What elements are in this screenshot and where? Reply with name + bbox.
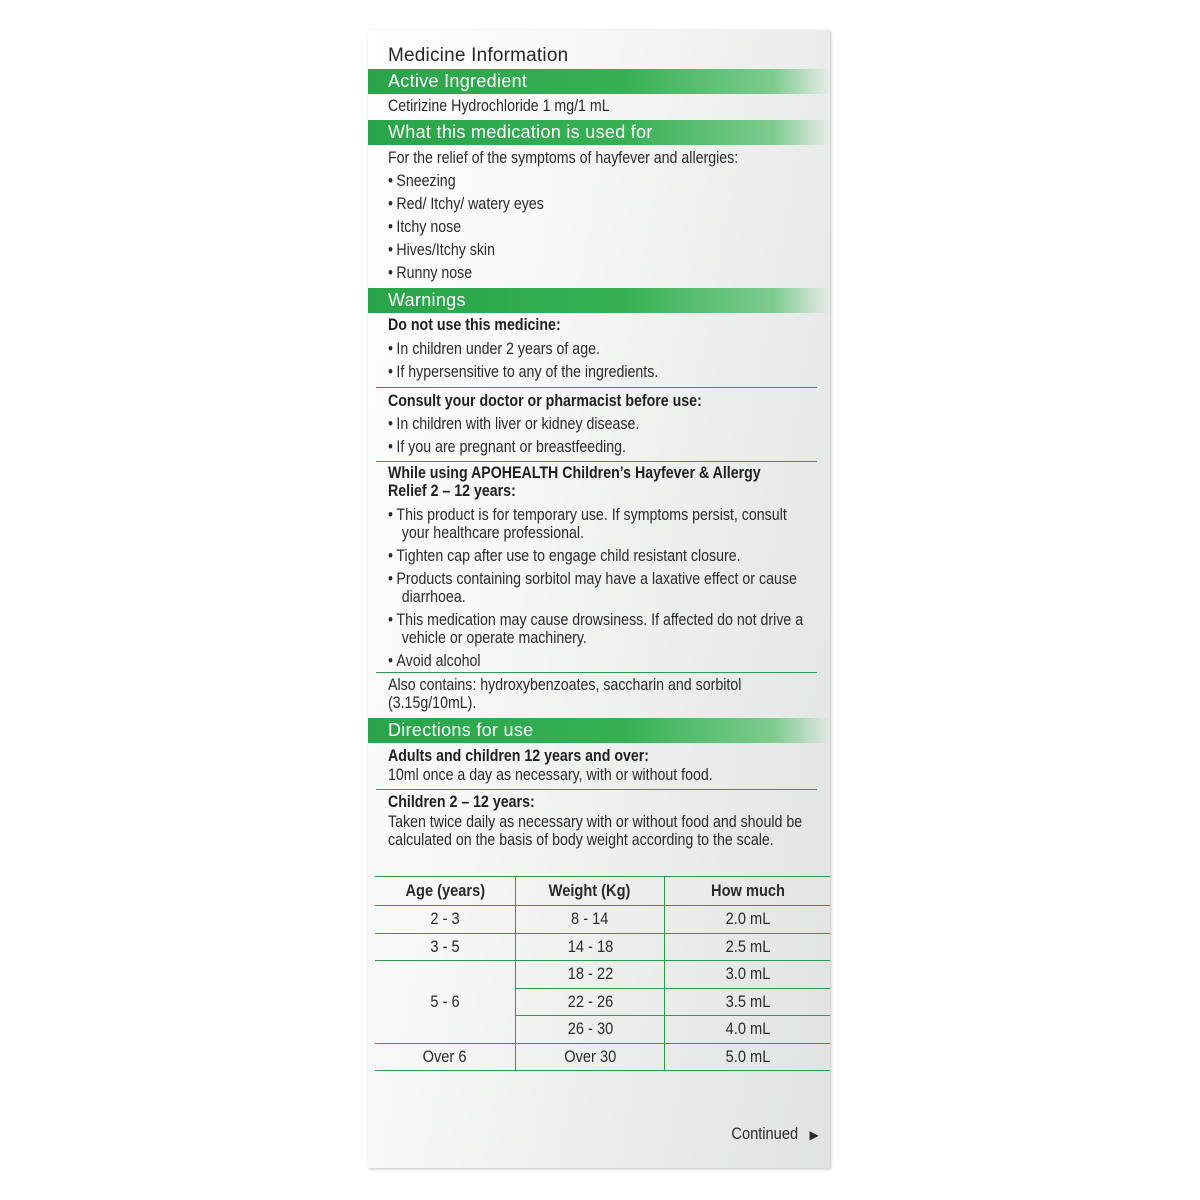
divider [376, 461, 817, 462]
medicine-info-panel [368, 30, 830, 1168]
list-item: • If hypersensitive to any of the ingredients. [388, 363, 658, 382]
dose-cell: 4.0 mL [725, 1019, 770, 1039]
list-item: • In children under 2 years of age. [388, 340, 600, 359]
list-item: • Itchy nose [388, 218, 461, 237]
section-header-active-ingredient [368, 69, 830, 94]
section-header-label: Active Ingredient [388, 71, 528, 91]
consult-title: Consult your doctor or pharmacist before use: [388, 392, 702, 410]
section-header-label: Directions for use [388, 720, 534, 740]
column-header-dose: How much [710, 881, 785, 900]
weight-cell: 22 - 26 [516, 988, 665, 1016]
weight-cell: 8 - 14 [516, 906, 665, 934]
triangle-right-icon: ▶ [809, 1128, 819, 1142]
table-header-row [375, 877, 830, 906]
dose-cell: 3.0 mL [725, 964, 770, 984]
table-row [375, 1043, 830, 1071]
weight-cell: 26 - 30 [516, 1016, 665, 1044]
age-cell: 2 - 3 [375, 906, 516, 934]
divider [376, 672, 817, 673]
list-item: • Hives/Itchy skin [388, 241, 495, 260]
weight-cell: 14 - 18 [516, 933, 665, 961]
list-item: • Avoid alcohol [388, 652, 481, 671]
while-using-title: While using APOHEALTH Children’s Hayfever & Allergy Relief 2 – 12 years: [388, 464, 761, 500]
age-cell: Over 6 [375, 1043, 516, 1071]
list-item: • Runny nose [388, 264, 472, 283]
list-item: • Tighten cap after use to engage child resistant closure. [388, 547, 741, 566]
divider [376, 387, 817, 388]
section-header-used-for [368, 120, 830, 145]
divider [376, 789, 817, 790]
continued-label [726, 1124, 819, 1144]
dose-cell: 5.0 mL [725, 1046, 770, 1066]
column-header-weight: Weight (Kg) [516, 877, 665, 906]
age-cell: 3 - 5 [375, 933, 516, 961]
list-item: • In children with liver or kidney disease. [388, 415, 639, 434]
continued-text: Continued [731, 1124, 799, 1143]
adults-text: 10ml once a day as necessary, with or without food. [388, 766, 713, 784]
page-title: Medicine Information [388, 45, 569, 66]
column-header-age: Age (years) [375, 877, 516, 906]
also-contains-text: Also contains: hydroxybenzoates, saccharin and sorbitol (3.15g/10mL). [388, 676, 742, 712]
list-item: • This product is for temporary use. If symptoms persist, consult your healthcare professional. [388, 506, 806, 542]
children-text: Taken twice daily as necessary with or without food and should be calculated on the basis of body weight according to the scale. [388, 813, 803, 849]
list-item: • Products containing sorbitol may have a laxative effect or cause diarrhoea. [388, 570, 806, 606]
dose-cell: 2.0 mL [725, 909, 770, 929]
section-header-warnings [368, 288, 830, 313]
do-not-use-title: Do not use this medicine: [388, 316, 561, 334]
active-ingredient-text: Cetirizine Hydrochloride 1 mg/1 mL [388, 97, 610, 115]
age-cell: 5 - 6 [375, 961, 516, 1044]
dose-cell: 3.5 mL [725, 991, 770, 1011]
list-item: • This medication may cause drowsiness. If affected do not drive a vehicle or operate machinery. [388, 611, 806, 647]
section-header-label: What this medication is used for [388, 122, 653, 142]
list-item: • Red/ Itchy/ watery eyes [388, 195, 544, 214]
dose-cell: 2.5 mL [725, 936, 770, 956]
list-item: • If you are pregnant or breastfeeding. [388, 438, 626, 457]
section-header-label: Warnings [388, 290, 466, 310]
table-row [375, 961, 830, 989]
table-row [375, 933, 830, 961]
dose-table [375, 876, 830, 1071]
table-row [375, 906, 830, 934]
adults-title: Adults and children 12 years and over: [388, 747, 650, 765]
list-item: • Sneezing [388, 172, 456, 191]
used-for-intro: For the relief of the symptoms of hayfever and allergies: [388, 149, 739, 167]
section-header-directions [368, 718, 830, 743]
weight-cell: 18 - 22 [516, 961, 665, 989]
weight-cell: Over 30 [516, 1043, 665, 1071]
children-title: Children 2 – 12 years: [388, 793, 535, 811]
